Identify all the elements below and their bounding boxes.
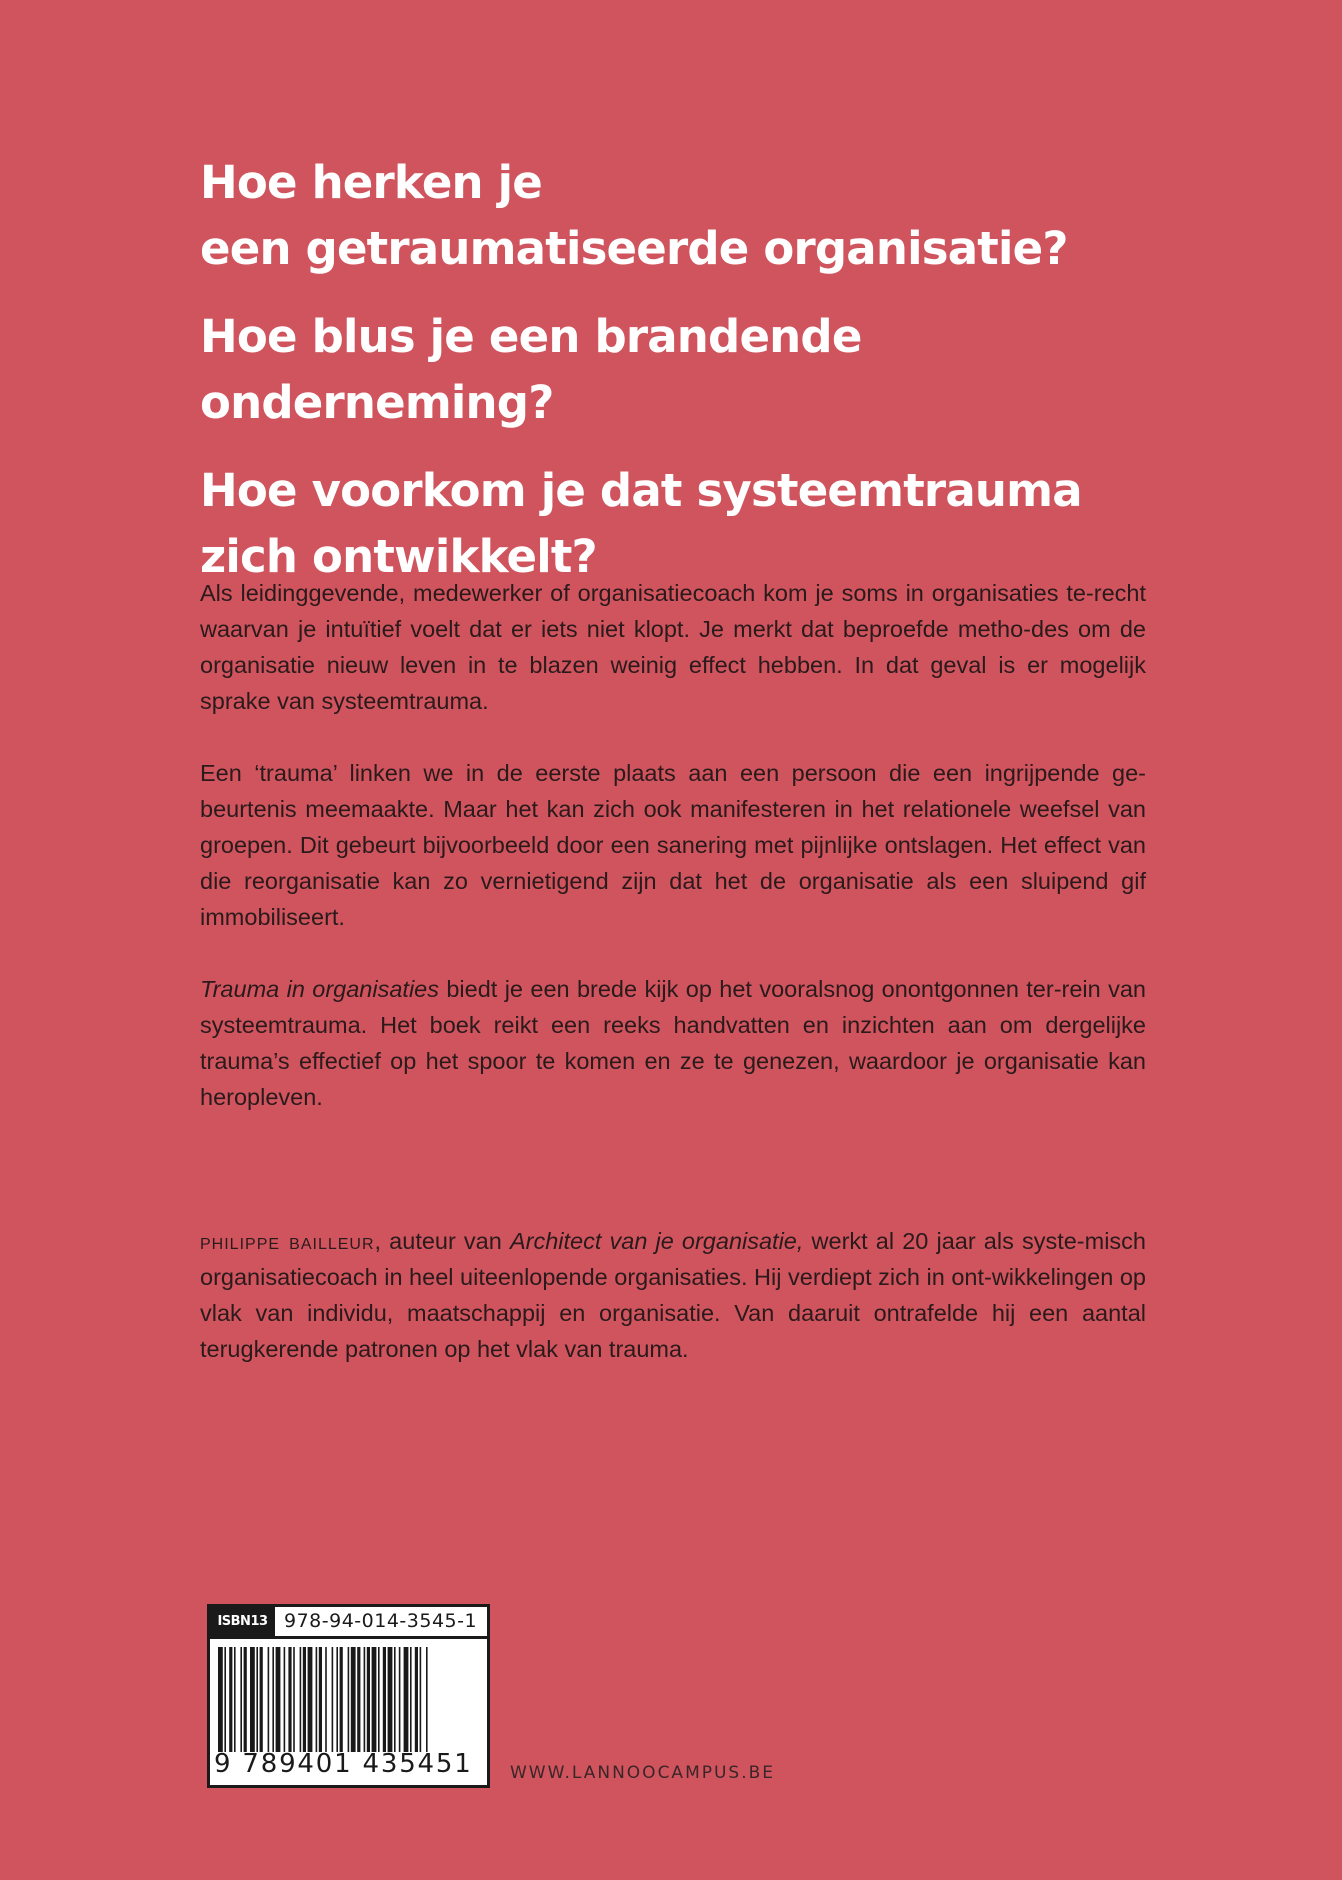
isbn-row	[210, 1607, 487, 1639]
bio-text: werkt al 20 jaar als syste-misch organisatiecoach in heel uiteenlopende organisaties. Hij verdiept zich in ont-wikkelingen op vlak van individu, maatschappij en organisatie. Van daaruit ontrafelde hij een aantal terugkerende patronen op het vlak van trauma.	[200, 1228, 1146, 1362]
heading-line: een getraumatiseerde organisatie?	[200, 222, 1068, 275]
barcode-bar	[256, 1647, 258, 1752]
paragraph-trauma: Een ‘trauma’ linken we in de eerste plaats aan een persoon die een ingrijpende ge-beurtenis meemaakte. Maar het kan zich ook manifesteren in het relationele weefsel van groepen. Dit gebeurt bijvoorbeeld door een sanering met pijnlijke ontslagen. Het effect van die reorganisatie kan zo vernietigend zijn dat het de organisatie als een sluipend gif immobiliseert.	[200, 760, 1146, 930]
barcode-bar	[357, 1647, 360, 1752]
paragraph-intro: Als leidinggevende, medewerker of organisatiecoach kom je soms in organisaties te-recht waarvan je intuïtief voelt dat er iets niet klopt. Je merkt dat beproefde metho-des om de organisatie nieuw leven in te blazen weinig effect hebben. In dat geval is er mogelijk sprake van systeemtrauma.	[200, 580, 1146, 714]
barcode-bar	[404, 1647, 409, 1752]
barcode-bar	[399, 1647, 401, 1752]
barcode-bar	[340, 1647, 343, 1752]
heading-line: Hoe herken je	[200, 156, 542, 209]
barcode-bar	[415, 1647, 418, 1752]
barcode-bar	[284, 1647, 286, 1752]
barcode-bar	[372, 1647, 377, 1752]
author-name: philippe bailleur	[200, 1228, 375, 1254]
heading-line: Hoe blus je een brandende onderneming?	[200, 310, 862, 429]
barcode-bar	[224, 1647, 226, 1752]
barcode-bars	[216, 1647, 481, 1752]
barcode-bar	[234, 1647, 236, 1752]
barcode-bar	[316, 1647, 318, 1752]
bio-text: , auteur van	[374, 1228, 510, 1254]
barcode-bar	[378, 1647, 380, 1752]
barcode-bar	[293, 1647, 295, 1752]
barcode-bar	[383, 1647, 386, 1752]
blurb	[200, 575, 1146, 1367]
book-title: Trauma in organisaties	[200, 976, 439, 1002]
barcode-bar	[367, 1647, 370, 1752]
barcode-bar	[260, 1647, 263, 1752]
barcode-bar	[388, 1647, 393, 1752]
barcode-bar	[336, 1647, 338, 1752]
barcode-bar	[325, 1647, 327, 1752]
barcode-bar	[272, 1647, 274, 1752]
barcode-bar	[364, 1647, 366, 1752]
barcode-bar	[303, 1647, 306, 1752]
heading-question-2	[200, 304, 1200, 436]
paragraph-book-text: biedt je een brede kijk op het vooralsnog onontgonnen ter-rein van systeemtrauma. Het boek reikt een reeks handvatten en inzichten aan om dergelijke trauma’s effectief op het spoor te komen en ze te genezen, waardoor je organisatie kan heropleven.	[200, 976, 1146, 1110]
barcode-bar	[348, 1647, 350, 1752]
barcode-digits: 9 789401 435451	[214, 1749, 473, 1779]
publisher-website: WWW.LANNOOCAMPUS.BE	[510, 1763, 776, 1783]
paragraph-book	[200, 971, 1146, 1115]
barcode-bar	[410, 1647, 412, 1752]
question-headings	[200, 150, 1200, 612]
barcode-bar	[240, 1647, 242, 1752]
barcode-bar	[300, 1647, 302, 1752]
isbn-label: ISBN13	[210, 1607, 275, 1636]
barcode-bar	[250, 1647, 255, 1752]
barcode-bar	[420, 1647, 422, 1752]
isbn-number: 978-94-014-3545-1	[284, 1610, 478, 1632]
previous-book-title: Architect van je organisatie,	[509, 1228, 804, 1254]
heading-line: Hoe voorkom je dat systeemtrauma	[200, 464, 1082, 517]
barcode-bar	[351, 1647, 356, 1752]
barcode-bar	[276, 1647, 281, 1752]
heading-question-3	[200, 458, 1200, 590]
barcode-bar	[229, 1647, 232, 1752]
barcode-bar	[308, 1647, 313, 1752]
barcode-bar	[268, 1647, 270, 1752]
heading-line: zich ontwikkelt?	[200, 530, 597, 583]
author-bio	[200, 1223, 1146, 1367]
heading-question-1	[200, 150, 1200, 282]
barcode-bar	[218, 1647, 223, 1752]
barcode-bar	[244, 1647, 247, 1752]
isbn-barcode	[207, 1604, 490, 1788]
barcode-bar	[332, 1647, 334, 1752]
barcode-bar	[394, 1647, 396, 1752]
barcode-bar	[288, 1647, 291, 1752]
barcode-bar	[426, 1647, 428, 1752]
barcode-bar	[319, 1647, 322, 1752]
